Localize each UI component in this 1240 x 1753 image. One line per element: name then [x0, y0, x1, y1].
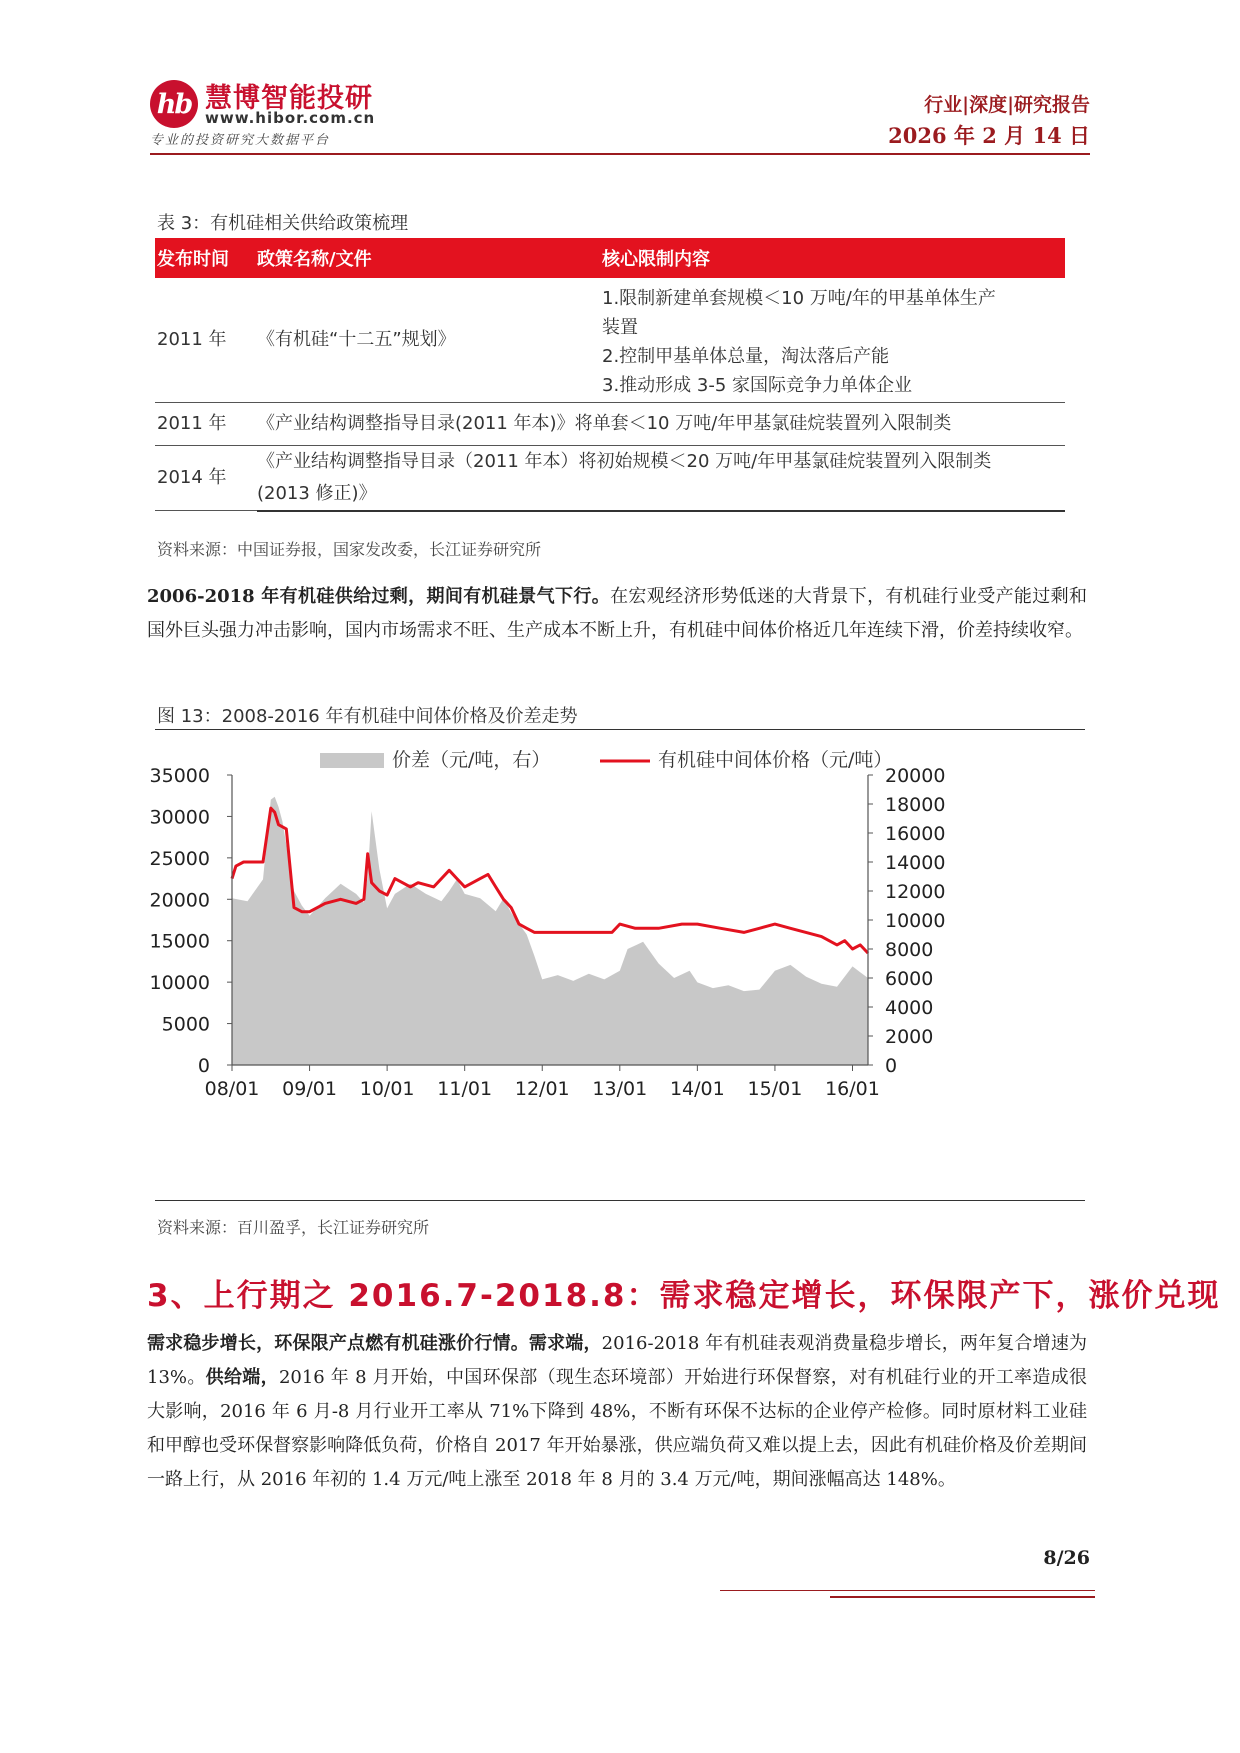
y-right-tick-label: 10000 [885, 910, 946, 932]
table-source: 资料来源：中国证券报，国家发改委，长江证券研究所 [157, 540, 542, 559]
legend-label-spread: 价差（元/吨，右） [392, 749, 551, 771]
report-date: 2026 年 2 月 14 日 [888, 123, 1090, 148]
y-left-tick-label: 15000 [150, 930, 210, 953]
table-cell-time: 2011 年 [155, 403, 257, 446]
y-left-tick-label: 25000 [150, 847, 210, 870]
y-right-tick-label: 12000 [885, 881, 946, 903]
y-right-tick-label: 8000 [885, 939, 934, 961]
x-tick-label: 09/01 [282, 1078, 337, 1100]
table-caption: 表 3：有机硅相关供给政策梳理 [157, 213, 409, 234]
x-tick-label: 14/01 [669, 1078, 725, 1100]
y-right-tick-label: 20000 [885, 765, 946, 787]
table-cell-time: 2014 年 [155, 446, 257, 511]
y-left-tick-label: 10000 [150, 972, 210, 995]
brand-slogan: 专业的投资研究大数据平台 [150, 133, 331, 148]
table-cell-content [602, 278, 1065, 403]
policy-table [155, 238, 1065, 512]
price-spread-chart [150, 735, 1090, 1195]
supply-text: 2016 年 8 月开始，中国环保部（现生态环境部）开始进行环保督察，对有机硅行业的开工率造成很大影响，2016 年 6 月-8 月行业开工率从 71%下降到 48%，不断有环保不达标的企业停产检修。同时原材料工业硅和甲醇也受环保督察影响降低负荷，价格自 2017 年开始暴涨，供应端负荷又难以提上去，因此有机硅价格及价差期间一路上行，从 2016 年初的 1.4 万元/吨上涨至 2018 年 8 月的 3.4 万元/吨，期间涨幅高达 148%。 [147, 1367, 1087, 1490]
legend-swatch-spread [320, 753, 384, 768]
y-right-tick-label: 6000 [885, 968, 934, 990]
logo-icon: hb [150, 80, 198, 128]
table-header-row [155, 238, 1065, 278]
table-row [155, 446, 1065, 478]
table-cell-policy: 《有机硅“十二五”规划》 [257, 278, 602, 403]
paragraph-uptrend [147, 1327, 1087, 1497]
figure-divider [155, 729, 1085, 730]
paragraph-supply-glut [147, 580, 1087, 648]
content-line: 3.推动形成 3-5 家国际竞争力单体企业 [602, 375, 913, 396]
table-cell-merged: 《产业结构调整指导目录(2011 年本)》将单套＜10 万吨/年甲基氯硅烷装置列入限制类 [257, 403, 1065, 446]
y-right-tick-label: 14000 [885, 852, 946, 874]
y-left-tick-label: 30000 [150, 806, 210, 829]
x-tick-label: 10/01 [359, 1078, 415, 1100]
brand-name: 慧博智能投研 [205, 83, 373, 114]
footer-divider [720, 1590, 1095, 1591]
y-left-tick-label: 5000 [161, 1013, 210, 1036]
figure-caption: 图 13：2008-2016 年有机硅中间体价格及价差走势 [157, 706, 578, 727]
report-type: 行业|深度|研究报告 [924, 94, 1090, 116]
paragraph-body: 在宏观经济形势低迷的大背景下，有机硅行业受产能过剩和国外巨头强力冲击影响，国内市场需求不旺、生产成本不断上升，有机硅中间体价格近几年连续下滑，价差持续收窄。 [147, 586, 1087, 641]
chart-legend [320, 749, 892, 771]
x-tick-label: 16/01 [825, 1078, 880, 1100]
x-tick-label: 11/01 [437, 1078, 493, 1100]
demand-label: 需求端， [528, 1333, 602, 1354]
figure-divider [155, 1200, 1085, 1201]
column-header: 发布时间 [155, 238, 257, 278]
paragraph-lead: 需求稳步增长，环保限产点燃有机硅涨价行情。 [147, 1333, 529, 1354]
brand-url: www.hibor.com.cn [205, 109, 376, 127]
column-header: 核心限制内容 [602, 238, 1065, 278]
section-heading: 3、上行期之 2016.7-2018.8：需求稳定增长，环保限产下，涨价兑现 [147, 1278, 1221, 1314]
y-left-tick-label: 20000 [150, 889, 210, 912]
x-tick-label: 13/01 [592, 1078, 648, 1100]
y-right-tick-label: 0 [885, 1055, 898, 1077]
paragraph-lead: 2006-2018 年有机硅供给过剩，期间有机硅景气下行。 [147, 586, 611, 607]
content-line: 装置 [602, 317, 638, 338]
table-cell-time: 2011 年 [155, 278, 257, 403]
x-tick-label: 12/01 [514, 1078, 570, 1100]
y-right-tick-label: 16000 [885, 823, 946, 845]
x-tick-label: 15/01 [747, 1078, 803, 1100]
page-number: 8/26 [1043, 1547, 1090, 1569]
table-row [155, 278, 1065, 403]
x-tick-label: 08/01 [204, 1078, 260, 1100]
table-cell-merged: (2013 修正)》 [257, 478, 1065, 511]
y-right-tick-label: 18000 [885, 794, 946, 816]
figure-source: 资料来源：百川盈孚，长江证券研究所 [157, 1218, 430, 1237]
demand-text: 2016-2018 年有机硅表观消费量稳步增长，两年复合增速为 13%。 [147, 1333, 1088, 1388]
y-right-tick-label: 4000 [885, 997, 934, 1019]
table-row [155, 478, 1065, 511]
table-row [155, 403, 1065, 446]
column-header: 政策名称/文件 [257, 238, 602, 278]
legend-label-price: 有机硅中间体价格（元/吨） [658, 749, 893, 771]
content-line: 1.限制新建单套规模＜10 万吨/年的甲基单体生产 [602, 288, 996, 309]
y-left-tick-label: 35000 [150, 765, 210, 787]
footer-divider [830, 1596, 1095, 1598]
header-divider [150, 153, 1090, 155]
y-left-tick-label: 0 [197, 1055, 210, 1077]
supply-label: 供给端， [205, 1367, 279, 1388]
content-line: 2.控制甲基单体总量，淘汰落后产能 [602, 346, 890, 367]
y-right-tick-label: 2000 [885, 1026, 934, 1048]
table-cell-merged: 《产业结构调整指导目录（2011 年本）将初始规模＜20 万吨/年甲基氯硅烷装置列入限制类 [257, 450, 992, 472]
